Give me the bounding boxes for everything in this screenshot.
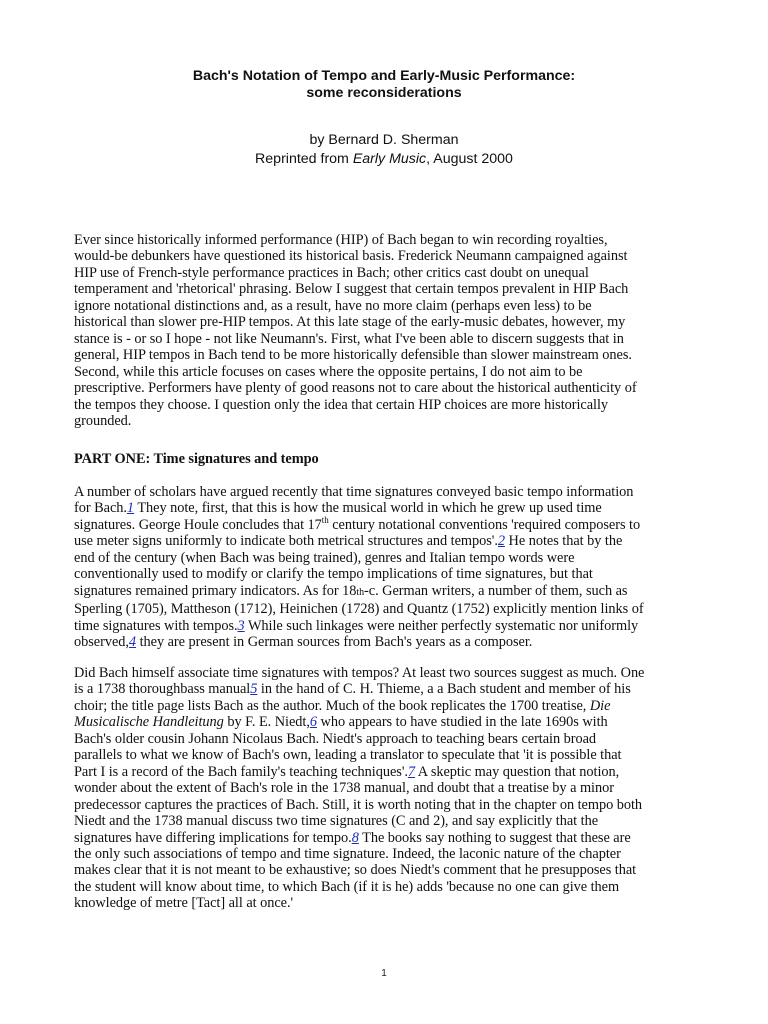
text-line: knowledge of metre [Tact] all at once.' bbox=[74, 895, 294, 912]
footnote-link-4[interactable]: 4 bbox=[128, 634, 137, 651]
text-line: prescriptive. Performers have plenty of good reasons not to care about the historical authenticity of bbox=[74, 380, 637, 397]
text-line: parallels to what we know of Bach's own, leading a translator to speculate that 'it is possible that bbox=[74, 747, 622, 764]
text-span: -c. German writers, a number of them, such as bbox=[364, 582, 628, 599]
text-line bbox=[74, 634, 714, 650]
title-line-2: some reconsiderations bbox=[306, 85, 462, 101]
text-line: historical than slower pre-HIP tempos. At this late stage of the early-music debates, however, my bbox=[74, 314, 626, 331]
text-span: The books say nothing to suggest that these are bbox=[358, 829, 631, 846]
text-line bbox=[74, 714, 714, 730]
text-line: the student will know about time, to which Bach (if it is he) adds 'because no one can give them bbox=[74, 878, 620, 895]
text-span: choir; the title page lists Bach as the author. Much of the book replicates the 1700 treatise, bbox=[74, 697, 590, 714]
footnote-link-8[interactable]: 8 bbox=[351, 829, 359, 846]
superscript-th: th bbox=[321, 514, 329, 525]
intro-paragraph bbox=[74, 232, 714, 429]
italic-title: Musicalische Handleitung bbox=[74, 714, 224, 731]
small-th: th bbox=[356, 586, 365, 598]
text-line: the tempos they choose. I question only the idea that certain HIP choices are more historically bbox=[74, 396, 609, 413]
footnote-link-3[interactable]: 3 bbox=[237, 617, 245, 634]
document-title bbox=[0, 68, 768, 102]
part-one-paragraph-1 bbox=[74, 484, 714, 651]
page-number: 1 bbox=[381, 968, 387, 979]
title-line-1: Bach's Notation of Tempo and Early-Music Performance: bbox=[192, 68, 576, 84]
text-span: They note, first, that this is how the musical world in which he grew up used time bbox=[134, 500, 602, 517]
text-line: the only such associations of tempo and time signature. Indeed, the laconic nature of the chapter bbox=[74, 845, 621, 862]
footnote-link-2[interactable]: 2 bbox=[497, 533, 505, 550]
text-line: would-be debunkers have questioned its historical basis. Frederick Neumann campaigned against bbox=[74, 248, 628, 265]
footnote-link-7[interactable]: 7 bbox=[407, 763, 416, 780]
text-line: end of the century (when Bach was being trained), genres and Italian tempo words were bbox=[74, 549, 575, 566]
reprint-date: , August 2000 bbox=[426, 151, 513, 167]
text-line bbox=[74, 618, 714, 634]
text-span: signatures remained primary indicators. As for 18 bbox=[74, 582, 357, 599]
text-span: observed, bbox=[74, 634, 129, 651]
text-span: While such linkages were neither perfectly systematic nor uniformly bbox=[244, 617, 639, 634]
text-line: general, HIP tempos in Bach tend to be more historically defensible than slower mainstream ones. bbox=[74, 347, 632, 364]
text-line: Sperling (1705), Mattheson (1712), Heinichen (1728) and Quantz (1752) explicitly mention links of bbox=[74, 601, 644, 618]
text-line bbox=[74, 500, 714, 516]
text-line: predecessor captures the practices of Bach. Still, it is worth noting that in the chapter on tempo both bbox=[74, 796, 643, 813]
text-line: A number of scholars have argued recently that time signatures conveyed basic tempo information bbox=[74, 484, 634, 500]
footnote-link-5[interactable]: 5 bbox=[250, 681, 258, 698]
text-span: century notational conventions 'required composers to bbox=[328, 516, 641, 533]
author-byline: by Bernard D. Sherman bbox=[309, 132, 459, 148]
text-span: Part I is a record of the Bach family's teaching techniques'. bbox=[74, 763, 408, 780]
text-line bbox=[74, 764, 714, 780]
part-one-paragraph-2 bbox=[74, 665, 714, 912]
text-span: use meter signs uniformly to indicate both metrical structures and tempos'. bbox=[74, 533, 498, 550]
text-line: Ever since historically informed performance (HIP) of Bach began to win recording royalties, bbox=[74, 232, 608, 248]
text-line: temperament and 'rhetorical' phrasing. Below I suggest that certain tempos prevalent in HIP Bach bbox=[74, 281, 629, 298]
text-line: stance is - or so I hope - not like Neumann's. First, what I've been able to discern suggests that in bbox=[74, 330, 624, 347]
text-span: in the hand of C. H. Thieme, a a Bach student and member of his bbox=[257, 681, 631, 698]
reprint-prefix: Reprinted from bbox=[255, 151, 353, 167]
text-span: who appears to have studied in the late 1690s with bbox=[317, 714, 608, 731]
text-line: ignore notational distinctions and, as a result, have no more claim (perhaps even less) to be bbox=[74, 297, 592, 314]
text-span: He notes that by the bbox=[505, 533, 623, 550]
text-line bbox=[74, 830, 714, 846]
text-line bbox=[74, 533, 714, 549]
text-line: Second, while this article focuses on cases where the opposite pertains, I do not aim to be bbox=[74, 363, 583, 380]
reprint-note bbox=[0, 151, 768, 168]
text-line: conventionally used to modify or clarify the tempo implications of time signatures, but that bbox=[74, 566, 593, 583]
footnote-link-6[interactable]: 6 bbox=[309, 714, 318, 731]
text-span: signatures have differing implications for tempo. bbox=[74, 829, 352, 846]
text-line bbox=[74, 583, 714, 601]
text-line: makes clear that it is not meant to be exhaustive; so does Niedt's comment that he presupposes that bbox=[74, 862, 637, 879]
text-line: Bach's older cousin Johann Nicolaus Bach. Niedt's approach to teaching bears certain broad bbox=[74, 730, 597, 747]
footnote-link-1[interactable]: 1 bbox=[126, 500, 135, 517]
text-span: time signatures with tempos. bbox=[74, 617, 238, 634]
text-line: Did Bach himself associate time signatures with tempos? At least two sources suggest as much. One bbox=[74, 665, 645, 681]
text-span: is a 1738 thoroughbass manual bbox=[74, 681, 251, 698]
text-line: Niedt and the 1738 manual discuss two time signatures (C and 2), and say explicitly that the bbox=[74, 813, 599, 830]
text-span: for Bach. bbox=[74, 500, 127, 517]
text-line bbox=[74, 514, 714, 533]
text-line: wonder about the extent of Bach's role in the 1738 manual, and doubt that a treatise by a minor bbox=[74, 780, 614, 797]
text-line bbox=[74, 681, 714, 697]
text-span: by F. E. Niedt, bbox=[223, 714, 310, 731]
text-line bbox=[74, 698, 714, 714]
italic-title: Die bbox=[589, 697, 611, 714]
text-span: they are present in German sources from Bach's years as a composer. bbox=[136, 634, 533, 651]
text-line: grounded. bbox=[74, 412, 132, 429]
section-heading-part-one: PART ONE: Time signatures and tempo bbox=[74, 451, 319, 467]
text-span: A skeptic may question that notion, bbox=[415, 763, 620, 780]
journal-name: Early Music bbox=[352, 151, 427, 167]
text-line: HIP use of French-style performance practices in Bach; other critics cast doubt on unequal bbox=[74, 264, 589, 281]
text-span: signatures. George Houle concludes that 17 bbox=[74, 516, 322, 533]
